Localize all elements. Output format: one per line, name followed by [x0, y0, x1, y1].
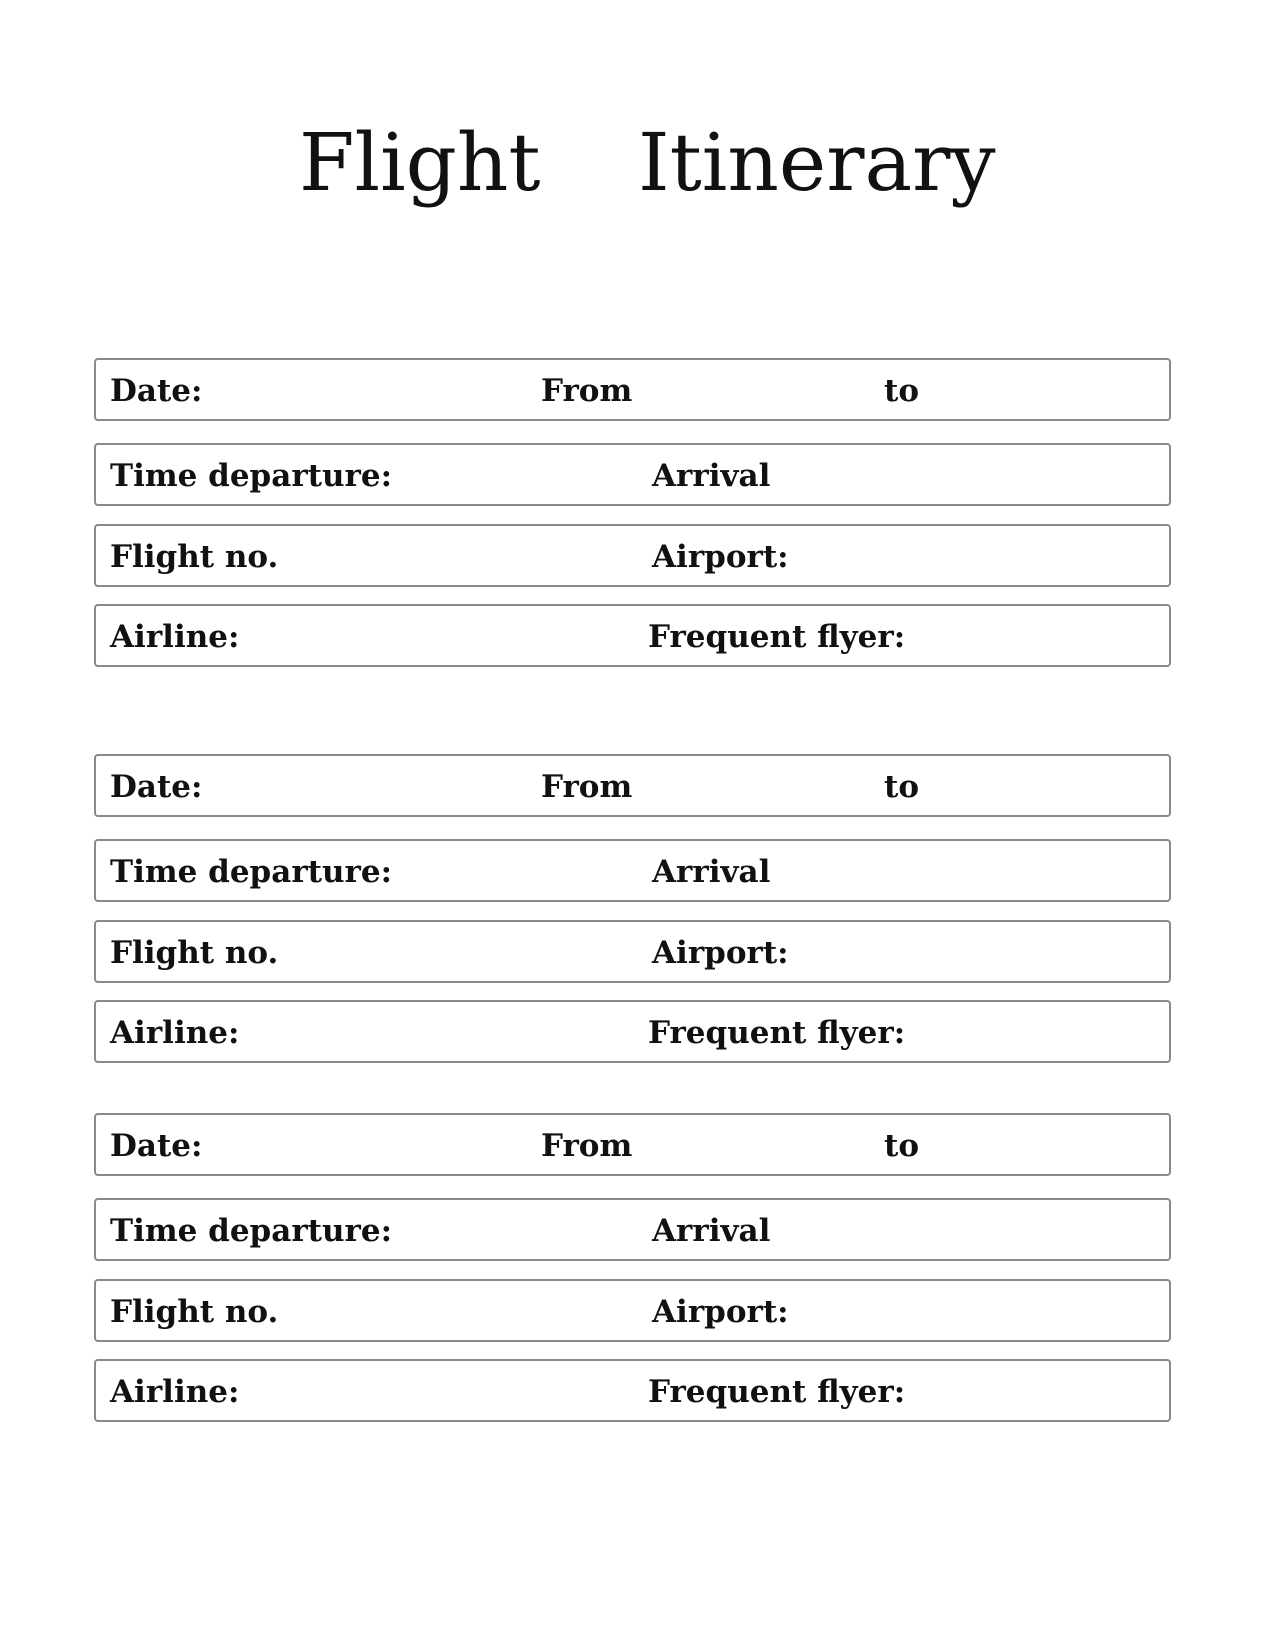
airline-label: Airline: — [110, 1374, 240, 1410]
date-label: Date: — [110, 1128, 203, 1164]
airline-label: Airline: — [110, 619, 240, 655]
date-row[interactable] — [94, 1113, 1171, 1176]
airline-label: Airline: — [110, 1015, 240, 1051]
date-row[interactable] — [94, 754, 1171, 817]
airport-label: Airport: — [652, 539, 789, 575]
airport-label: Airport: — [652, 935, 789, 971]
time-row[interactable] — [94, 443, 1171, 506]
from-label: From — [541, 769, 633, 805]
date-label: Date: — [110, 769, 203, 805]
airport-label: Airport: — [652, 1294, 789, 1330]
time-departure-label: Time departure: — [110, 1213, 393, 1249]
time-departure-label: Time departure: — [110, 854, 393, 890]
from-label: From — [541, 1128, 633, 1164]
airline-row[interactable] — [94, 1359, 1171, 1422]
flight-row[interactable] — [94, 524, 1171, 587]
time-row[interactable] — [94, 1198, 1171, 1261]
airline-row[interactable] — [94, 1000, 1171, 1063]
to-label: to — [884, 1128, 919, 1164]
to-label: to — [884, 373, 919, 409]
airline-row[interactable] — [94, 604, 1171, 667]
arrival-label: Arrival — [652, 1213, 771, 1249]
from-label: From — [541, 373, 633, 409]
flight-row[interactable] — [94, 920, 1171, 983]
to-label: to — [884, 769, 919, 805]
page-title — [0, 108, 1275, 218]
frequent-flyer-label: Frequent flyer: — [648, 1015, 906, 1051]
time-departure-label: Time departure: — [110, 458, 393, 494]
flight-no-label: Flight no. — [110, 1294, 279, 1330]
date-row[interactable] — [94, 358, 1171, 421]
arrival-label: Arrival — [652, 854, 771, 890]
date-label: Date: — [110, 373, 203, 409]
frequent-flyer-label: Frequent flyer: — [648, 1374, 906, 1410]
title-word-flight: Flight — [299, 116, 541, 209]
flight-no-label: Flight no. — [110, 935, 279, 971]
flight-no-label: Flight no. — [110, 539, 279, 575]
arrival-label: Arrival — [652, 458, 771, 494]
title-word-itinerary: Itinerary — [638, 116, 996, 209]
frequent-flyer-label: Frequent flyer: — [648, 619, 906, 655]
flight-row[interactable] — [94, 1279, 1171, 1342]
time-row[interactable] — [94, 839, 1171, 902]
